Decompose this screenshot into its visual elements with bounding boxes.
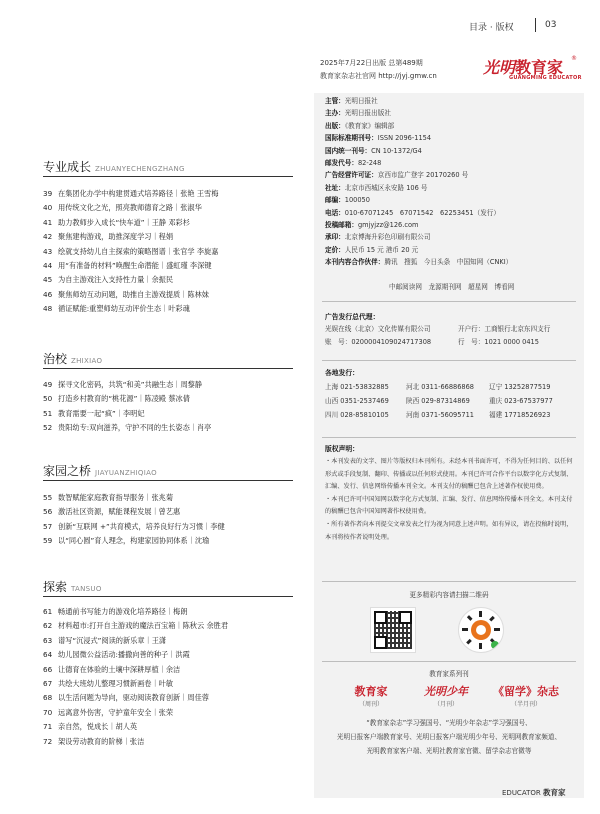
divider <box>322 581 576 582</box>
copyright-title: 版权声明： <box>325 445 359 453</box>
toc-item[interactable] <box>43 691 228 705</box>
section-pinyin: JIAYUANZHIQIAO <box>95 469 157 477</box>
toc-item[interactable] <box>43 245 218 259</box>
toc-page-number: 70 <box>43 707 53 717</box>
series-item-educator <box>336 683 406 708</box>
footer <box>502 787 565 798</box>
brand-educator: 教育家 <box>354 685 388 698</box>
toc-item[interactable] <box>43 648 228 662</box>
toc-item[interactable] <box>43 288 218 302</box>
toc-item[interactable] <box>43 520 225 534</box>
masthead-row <box>325 107 512 119</box>
toc-article-title: 让德育在体验的土壤中深耕厚植｜余洁 <box>58 664 181 674</box>
qr-caption: 更多精彩内容请扫描二维码 <box>409 591 489 599</box>
series-item-guangming-youth <box>411 683 481 708</box>
toc-article-title: 谱写“沉浸式”阅读的新乐章｜王潇 <box>58 635 167 645</box>
masthead-label: 本刊内容合作伙伴： <box>325 258 385 267</box>
logo-script: 光明 <box>483 58 516 77</box>
masthead-row <box>325 95 512 107</box>
toc-list <box>43 491 225 549</box>
toc-article-title: 亲自然，悦成长｜胡人英 <box>58 722 138 732</box>
brand-frequency: （半月刊） <box>510 701 541 708</box>
series-accounts-line: 光明日报客户端教育家号、光明日报客户端光明少年号、光明网教育家频道、 <box>336 733 562 741</box>
brand-frequency: （月刊） <box>433 701 458 708</box>
copyright-paragraph: ・本刊发表的文字、图片等版权归本刊所有。未经本刊书面许可，不得为任何目的、以任何形式或手段复制、翻印、传播或以任何形式使用。本刊已许可合作平台以数字化方式复制、汇编、发行、信息网络传播本刊全文。本刊支付的稿酬已包含上述著作权使用费。 <box>325 458 573 491</box>
section-title <box>43 158 185 175</box>
section-title <box>43 578 102 595</box>
toc-article-title: 聚焦建构游戏，助推深度学习｜程娟 <box>58 232 174 242</box>
ad-agent-company: 光娱在线（北京）文化传媒有限公司 <box>325 325 431 333</box>
toc-article-title: 创新“互联网 +”共育模式，培养良好行为习惯｜李健 <box>58 521 225 531</box>
section-title <box>43 462 157 479</box>
section-rule <box>43 596 293 597</box>
masthead-value: 100050 <box>344 196 370 205</box>
toc-page-number: 45 <box>43 275 53 285</box>
distribution-city: 山西 0351-2537469 <box>325 397 389 405</box>
masthead-row <box>325 207 512 219</box>
ad-agent-code: 行 号：1021 0000 0415 <box>458 338 539 346</box>
series-accounts-line: 光明教育家客户端、光明社教育家官微、留学杂志官微等 <box>366 747 532 755</box>
toc-page-number: 67 <box>43 678 53 688</box>
toc-page-number: 50 <box>43 394 53 404</box>
section-rule <box>43 176 293 177</box>
divider <box>322 360 576 361</box>
masthead-value: 京西市监广登字 20170260 号 <box>377 171 469 180</box>
section-title <box>43 350 102 367</box>
section-pinyin: ZHIXIAO <box>71 357 103 365</box>
toc-article-title: 以生活问题为导向，驱动阅读教育创新｜周佳蓉 <box>58 693 209 703</box>
series-title: 教育家系列刊 <box>429 670 469 678</box>
toc-page-number: 62 <box>43 621 53 631</box>
toc-item[interactable] <box>43 259 218 273</box>
masthead-label: 主办： <box>325 109 345 118</box>
masthead-value: 010-67071245 67071542 62253451（发行） <box>344 208 500 217</box>
toc-page-number: 57 <box>43 521 53 531</box>
toc-article-title: 畅通前书写能力的游戏化培养路径｜梅朗 <box>58 607 188 616</box>
page-number: 03 <box>545 20 557 30</box>
masthead-value: 光明日报出版社 <box>344 109 391 118</box>
toc-article-title: 打造乡村教育的“桃花源”｜陈凌殿 蔡冰倩 <box>58 394 190 404</box>
masthead-row <box>325 256 512 268</box>
section-pinyin: TANSUO <box>71 585 102 593</box>
toc-page-number: 64 <box>43 650 53 660</box>
masthead-label: 邮编： <box>325 196 345 205</box>
series-accounts-line: “教育家杂志”学习强国号、“光明少年杂志”学习强国号、 <box>366 719 532 727</box>
toc-page-number: 41 <box>43 217 53 227</box>
toc-item[interactable] <box>43 634 228 648</box>
masthead-value: 北京市西城区永安路 106 号 <box>344 183 428 192</box>
distribution-city: 重庆 023-67537977 <box>489 397 553 405</box>
toc-page-number: 66 <box>43 664 53 674</box>
toc-article-title: 激活社区资源，赋能课程发展｜曾艺惠 <box>58 507 181 517</box>
distribution-city: 上海 021-53832885 <box>325 383 389 391</box>
masthead-value: 82-248 <box>357 159 382 168</box>
toc-page-number: 48 <box>43 304 53 314</box>
toc-list <box>43 187 218 317</box>
distribution-city: 四川 028-85810105 <box>325 411 389 419</box>
toc-article-title: 在集团化办学中构建贯通式培养路径｜张艳 王雪梅 <box>58 189 219 198</box>
toc-page-number: 40 <box>43 203 53 213</box>
ad-agent-bank: 开户行：工商银行北京东四支行 <box>458 325 551 333</box>
masthead-row <box>325 157 512 169</box>
toc-item[interactable] <box>43 677 228 691</box>
section-rule <box>43 480 293 481</box>
copyright-notice <box>325 456 573 544</box>
toc-page-number: 43 <box>43 246 53 256</box>
section-title-text: 治校 <box>43 352 68 366</box>
toc-page-number: 59 <box>43 536 53 546</box>
toc-item[interactable] <box>43 392 211 406</box>
toc-list <box>43 605 228 749</box>
masthead-row <box>325 219 512 231</box>
toc-page-number: 52 <box>43 423 53 433</box>
toc-page-number: 61 <box>43 607 53 616</box>
toc-page-number: 71 <box>43 722 53 732</box>
brand-guangming-youth: 光明少年 <box>424 685 468 698</box>
issue-date: 2025年7月22日出版 总第489期 <box>320 59 423 67</box>
toc-article-title: 为自主游戏注入支持性力量｜余振民 <box>58 275 174 285</box>
logo-english: GUANGMING EDUCATOR <box>509 75 582 81</box>
brand-liuxue: 《留学》杂志 <box>493 685 559 698</box>
masthead-label: 投稿邮箱： <box>325 221 358 230</box>
copyright-paragraph: ・所有著作者向本刊提交文章发表之行为视为同意上述声明。如有异议，请在投稿时说明，本刊将按作者说明处理。 <box>325 520 573 541</box>
toc-article-title: 架设劳动教育的阶梯｜张洁 <box>58 736 145 746</box>
toc-page-number: 55 <box>43 493 53 502</box>
masthead-row <box>325 244 512 256</box>
logo-name: 教育家 <box>515 58 564 77</box>
toc-article-title: 助力教师步入成长“快车道”｜王静 邓彩杉 <box>58 217 190 227</box>
toc-article-title: 贵阳幼专:双向滋养，守护不同的生长姿态｜肖亭 <box>58 423 212 433</box>
section-title-text: 探索 <box>43 580 68 594</box>
toc-article-title: 探寻文化密码，共筑“和美”共融生态｜周黎静 <box>58 380 203 389</box>
toc-page-number: 63 <box>43 635 53 645</box>
series-item-liuxue <box>486 683 566 708</box>
footer-cn: 教育家 <box>542 788 566 797</box>
masthead-row <box>325 145 512 157</box>
masthead-label: 广告经营许可证： <box>325 171 378 180</box>
brand-frequency: （周刊） <box>358 701 383 708</box>
registered-mark: ® <box>571 55 577 62</box>
section-rule <box>43 368 293 369</box>
distribution-city: 河北 0311-66886868 <box>406 383 475 391</box>
toc-page-number: 44 <box>43 260 53 270</box>
toc-item[interactable] <box>43 505 225 519</box>
masthead-label: 出版： <box>325 121 345 130</box>
toc-item[interactable] <box>43 230 218 244</box>
masthead-value: 北京博海升彩色印刷有限公司 <box>344 233 431 242</box>
masthead-value: 人民币 15 元 港币 20 元 <box>344 245 419 254</box>
masthead-label: 定价： <box>325 245 345 254</box>
toc-page-number: 72 <box>43 736 53 746</box>
toc-item[interactable] <box>43 302 218 316</box>
toc-article-title: 材料超市:打开自主游戏的魔法百宝箱｜陈秋云 余胜君 <box>58 621 229 631</box>
toc-page-number: 39 <box>43 189 53 198</box>
masthead-label: 承印： <box>325 233 345 242</box>
toc-item[interactable] <box>43 201 218 215</box>
distribution-city: 陕西 029-87314869 <box>406 397 470 405</box>
toc-page-number: 46 <box>43 289 53 299</box>
toc-page-number: 49 <box>43 380 53 389</box>
divider <box>322 661 576 662</box>
masthead-label: 邮发代号： <box>325 159 358 168</box>
toc-item[interactable] <box>43 187 218 201</box>
masthead-row <box>325 182 512 194</box>
toc-article-title: 教育需要一起“疯”｜李明妃 <box>58 408 145 418</box>
divider <box>322 437 576 438</box>
masthead-row <box>325 194 512 206</box>
toc-list <box>43 378 211 436</box>
toc-article-title: 数智赋能家庭教育指导服务｜张兆菊 <box>58 493 174 502</box>
header-divider <box>535 18 536 32</box>
issue-website: 教育家杂志社官网 http://jyj.gmw.cn <box>320 72 437 80</box>
distribution-city: 河南 0371-56095711 <box>406 411 475 419</box>
masthead-label: 电话： <box>325 208 345 217</box>
masthead-value: CN 10-1372/G4 <box>371 146 422 155</box>
toc-item[interactable] <box>43 491 225 505</box>
toc-item[interactable] <box>43 663 228 677</box>
toc-article-title: 聚焦师幼互动问题，助推自主游戏提质｜陈林妹 <box>58 289 209 299</box>
section-title-text: 专业成长 <box>43 160 92 174</box>
masthead-row <box>325 169 512 181</box>
partners-line-2: 中邮阅读网 龙源期刊网 超星网 博看网 <box>389 283 515 291</box>
toc-item[interactable] <box>43 421 211 435</box>
toc-item[interactable] <box>43 605 228 619</box>
toc-page-number: 42 <box>43 232 53 242</box>
masthead-label: 主管： <box>325 97 345 105</box>
masthead-label: 社址： <box>325 183 345 192</box>
educator-logo <box>483 55 582 85</box>
mini-program-code-icon[interactable] <box>458 607 504 653</box>
footer-en: EDUCATOR <box>502 789 541 797</box>
masthead-value: ISSN 2096-1154 <box>377 134 432 143</box>
series-accounts <box>322 716 576 758</box>
divider <box>322 301 576 302</box>
running-header-section: 目录 · 版权 <box>469 23 514 33</box>
masthead-label: 国际标准期刊号： <box>325 134 378 143</box>
toc-item[interactable] <box>43 735 228 749</box>
distribution-city: 福建 17718526923 <box>489 411 551 419</box>
section-title-text: 家园之桥 <box>43 464 92 478</box>
toc-item[interactable] <box>43 273 218 287</box>
toc-article-title: 共绘大班幼儿整理习惯新画卷｜叶敏 <box>58 678 174 688</box>
toc-article-title: 用“有准备的材料”唤醒生命潜能｜盛虹瑾 李深键 <box>58 260 212 270</box>
ad-agent-title: 广告发行总代理： <box>325 313 380 321</box>
distribution-title: 各地发行： <box>325 369 359 377</box>
toc-article-title: 以“同心圆”育人理念，构建家园协同体系｜沈瑜 <box>58 536 210 546</box>
masthead-label: 国内统一刊号： <box>325 146 372 155</box>
masthead-row <box>325 120 512 132</box>
copyright-paragraph: ・本刊已许可中国知网以数字化方式复制、汇编、发行、信息网络传播本刊全文。本刊支付的稿酬已包含中国知网著作权使用费。 <box>325 495 573 516</box>
toc-item[interactable] <box>43 619 228 633</box>
toc-item[interactable] <box>43 706 228 720</box>
toc-page-number: 56 <box>43 507 53 517</box>
toc-article-title: 远离意外伤害，守护童年安全｜张荣 <box>58 707 174 717</box>
toc-item[interactable] <box>43 407 211 421</box>
toc-item[interactable] <box>43 378 211 392</box>
toc-item[interactable] <box>43 534 225 548</box>
toc-article-title: 绘就支持幼儿自主探索的策略图谱｜张官学 李旋嘉 <box>58 246 219 256</box>
masthead-value: 光明日报社 <box>344 97 378 105</box>
toc-item[interactable] <box>43 720 228 734</box>
toc-article-title: 幼儿园微公益活动:播撒向善的种子｜洪霞 <box>58 650 190 660</box>
toc-page-number: 68 <box>43 693 53 703</box>
masthead-list <box>325 95 512 269</box>
toc-article-title: 用传统文化之光，照亮教师德育之路｜张淑华 <box>58 203 202 213</box>
masthead-value: 《教育家》编辑部 <box>344 121 395 130</box>
toc-item[interactable] <box>43 216 218 230</box>
masthead-row <box>325 132 512 144</box>
toc-page-number: 51 <box>43 408 53 418</box>
issue-info <box>320 57 437 83</box>
qr-code-icon[interactable] <box>370 607 416 653</box>
toc-article-title: 循证赋能:重塑师幼互动评价生态｜叶彩魂 <box>58 304 190 314</box>
masthead-value: 腾讯 搜狐 今日头条 中国知网（CNKI） <box>384 258 513 267</box>
distribution-city: 辽宁 13252877519 <box>489 383 551 391</box>
masthead-row <box>325 231 512 243</box>
ad-agent-account: 账 号：0200004109024717308 <box>325 338 432 346</box>
masthead-value[interactable]: gmjyjzz@126.com <box>357 221 419 230</box>
section-pinyin: ZHUANYECHENGZHANG <box>95 165 185 173</box>
